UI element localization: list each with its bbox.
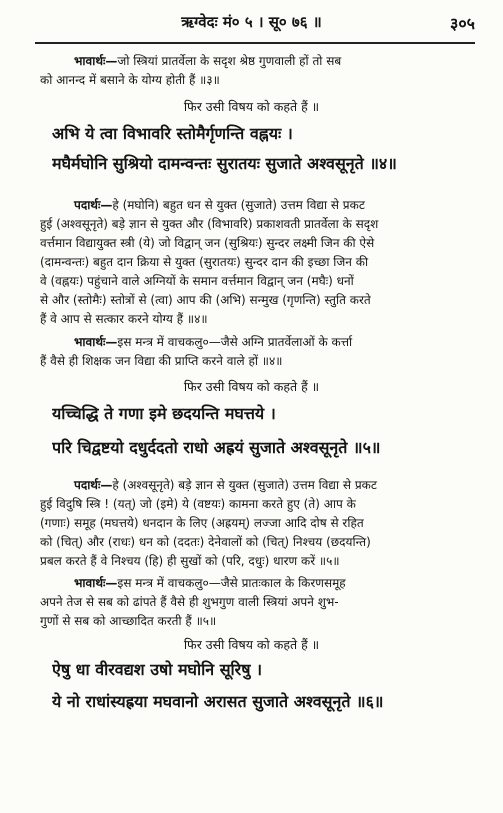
- text-line: अपने तेज से सब को ढांपते हैं वैसे ही शुभगुण वाली स्त्रियां अपने शुभ-: [40, 595, 339, 609]
- section-heading: फिर उसी विषय को कहते हैं ॥: [183, 379, 320, 394]
- text-line: इस मन्त्र में वाचकलु०—जैसे प्रातःकाल के किरणसमूह: [117, 576, 346, 590]
- text-line: हैं वैसे ही शिक्षक जन विद्या की प्राप्ति करने वाले हों ॥४॥: [40, 354, 283, 368]
- padartha-5: [40, 476, 482, 571]
- mantra-5: [52, 404, 482, 458]
- padartha-lead: पदार्थः—: [74, 198, 113, 212]
- bhavartha-4: [40, 333, 482, 371]
- bhavartha-lead: भावार्थः—: [74, 54, 118, 68]
- text-line: हुई विदुषि स्त्रि ! (यत्) जो (इमे) ये (वष्टयः) कामना करते हुए (ते) आप के: [40, 497, 356, 511]
- text-line: जो स्त्रियां प्रातर्वेला के सदृश श्रेष्ठ गुणवाली हों तो सब: [117, 54, 342, 68]
- text-line: (दामन्वन्तः) बहुत दान क्रिया से युक्त (सुरातयः) सुन्दर दान की इच्छा जिन की: [40, 255, 369, 269]
- text-line: हे (मघोनि) बहुत धन से युक्त (सुजाते) उत्तम विद्या से प्रकट: [112, 198, 365, 212]
- mantra-line: अभि ये त्वा विभावरि स्तोमैर्गृणन्ति वह्नयः ।: [52, 124, 293, 143]
- text-line: को आनन्द में बसाने के योग्य होती हैं ॥३॥: [40, 73, 220, 87]
- text-line: गुणों से सब को आच्छादित करती हैं ॥५॥: [40, 614, 217, 628]
- text-line: हुई (अश्वसूनृते) बड़े ज्ञान से युक्त और (विभावरि) प्रकाशवती प्रातर्वेला के सदृश: [40, 217, 379, 231]
- padartha-4: [40, 196, 482, 329]
- text-line: इस मन्त्र में वाचकलु०—जैसे अग्नि प्रातर्वेलाओं के कर्त्ता: [117, 335, 353, 349]
- mantra-line: ये नो राधांस्यह्रया मघवानो अरासत सुजाते अश्वसूनृते ॥६॥: [52, 692, 384, 711]
- section-heading: फिर उसी विषय को कहते हैं ॥: [183, 637, 320, 652]
- mantra-line: यच्चिद्धि ते गणा इमे छदयन्ति मघत्तये ।: [52, 404, 276, 423]
- bhavartha-lead: भावार्थः—: [74, 576, 118, 590]
- text-line: वे (वह्नयः) पहुंचाने वाले अग्नियों के समान वर्त्तमान विद्वान् जन (मघैः) धनों: [40, 274, 354, 288]
- mantra-4: [52, 124, 482, 174]
- text-line: को (चित्) और (राधः) धन को (ददतः) देनेवालों को (चित्) निश्चय (छदयन्ति): [40, 535, 371, 549]
- text-line: (गणाः) समूह (मघत्तये) धनदान के लिए (अह्रयम्) लज्जा आदि दोष से रहित: [40, 516, 364, 530]
- running-title: ऋग्वेदः मं० ५ । सू० ७६ ॥: [181, 13, 322, 31]
- section-heading: फिर उसी विषय को कहते हैं ॥: [183, 99, 320, 114]
- text-line: वर्त्तमान विद्यायुक्त स्त्री (ये) जो विद्वान् जन (सुश्रियः) सुन्दर लक्ष्मी जिन की ऐसे: [40, 236, 375, 250]
- padartha-lead: पदार्थः—: [74, 478, 113, 492]
- page-number: ३०५: [450, 14, 475, 33]
- mantra-6: [52, 660, 482, 712]
- text-line: प्रबल करते हैं वे निश्चय (हि) ही सुखों को (परि, दधुः) धारण करें ॥५॥: [40, 554, 340, 568]
- bhavartha-lead: भावार्थः—: [74, 335, 118, 349]
- page-header: [0, 12, 503, 34]
- bhavartha-5: [40, 574, 482, 631]
- text-line: से और (स्तोमैः) स्तोत्रों से (त्वा) आप की (अभि) सन्मुख (गृणन्ति) स्तुति करते: [40, 293, 371, 307]
- mantra-line: ऐषु धा वीरवद्यश उषो मघोनि सूरिषु ।: [52, 660, 263, 679]
- mantra-line: परि चिद्वष्टयो दधुर्ददतो राधो अह्रयं सुजाते अश्वसूनृते ॥५॥: [52, 438, 381, 457]
- header-rule: [35, 42, 475, 44]
- text-line: हैं वे आप से सत्कार करने योग्य हैं ॥४॥: [40, 312, 208, 326]
- text-line: हे (अश्वसूनृते) बड़े ज्ञान से युक्त (सुजाते) उत्तम विद्या से प्रकट: [112, 478, 377, 492]
- bhavartha-3: [40, 52, 480, 90]
- mantra-line: मघैर्मघोनि सुश्रियो दामन्वन्तः सुरातयः सुजाते अश्वसूनृते ॥४॥: [52, 154, 397, 173]
